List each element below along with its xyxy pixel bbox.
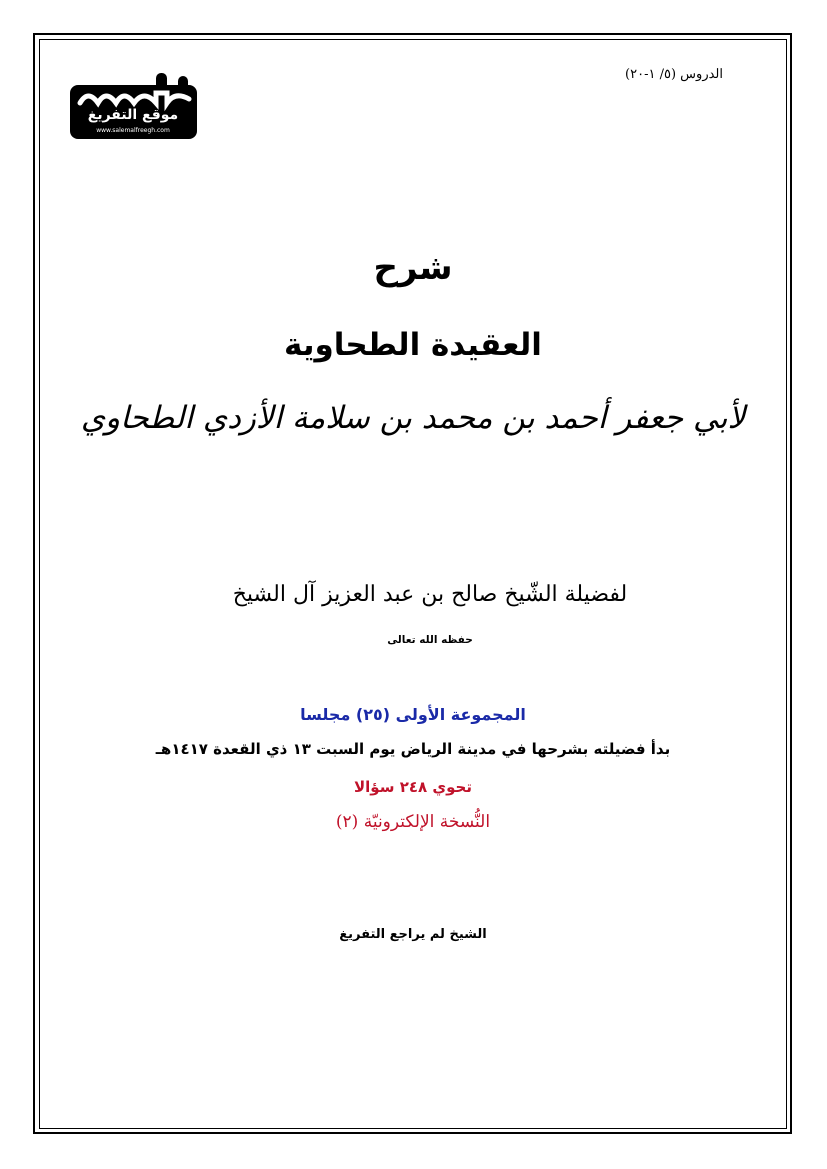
site-logo-graphic [70, 73, 197, 139]
review-note: الشيخ لم يراجع التفريغ [339, 927, 487, 942]
logo-url: www.salemalfreegh.com [96, 127, 170, 134]
logo-subtitle: موقع التفريغ [87, 107, 179, 123]
speaker-name: لفضيلة الشّيخ صالح بن عبد العزيز آل الشيخ [232, 582, 628, 607]
edition-label: النُّسخة الإلكترونيّة (٢) [335, 812, 491, 832]
collection-info: المجموعة الأولى (٢٥) مجلسا [300, 705, 526, 724]
book-title-line1: شرح [373, 248, 453, 288]
book-author: لأبي جعفر أحمد بن محمد بن سلامة الأزدي الطحاوي [80, 400, 746, 436]
speaker-blessing: حفظه الله تعالى [387, 634, 473, 646]
questions-count: تحوي ٢٤٨ سؤالا [354, 778, 472, 796]
start-date-info: بدأ فضيلته بشرحها في مدينة الرياض يوم السبت ١٣ ذي القعدة ١٤١٧هـ [155, 740, 671, 758]
series-label: الدروس (٥/ ١-٢٠) [625, 67, 723, 82]
site-logo [70, 73, 197, 139]
book-title-line2: العقيدة الطحاوية [284, 327, 542, 363]
